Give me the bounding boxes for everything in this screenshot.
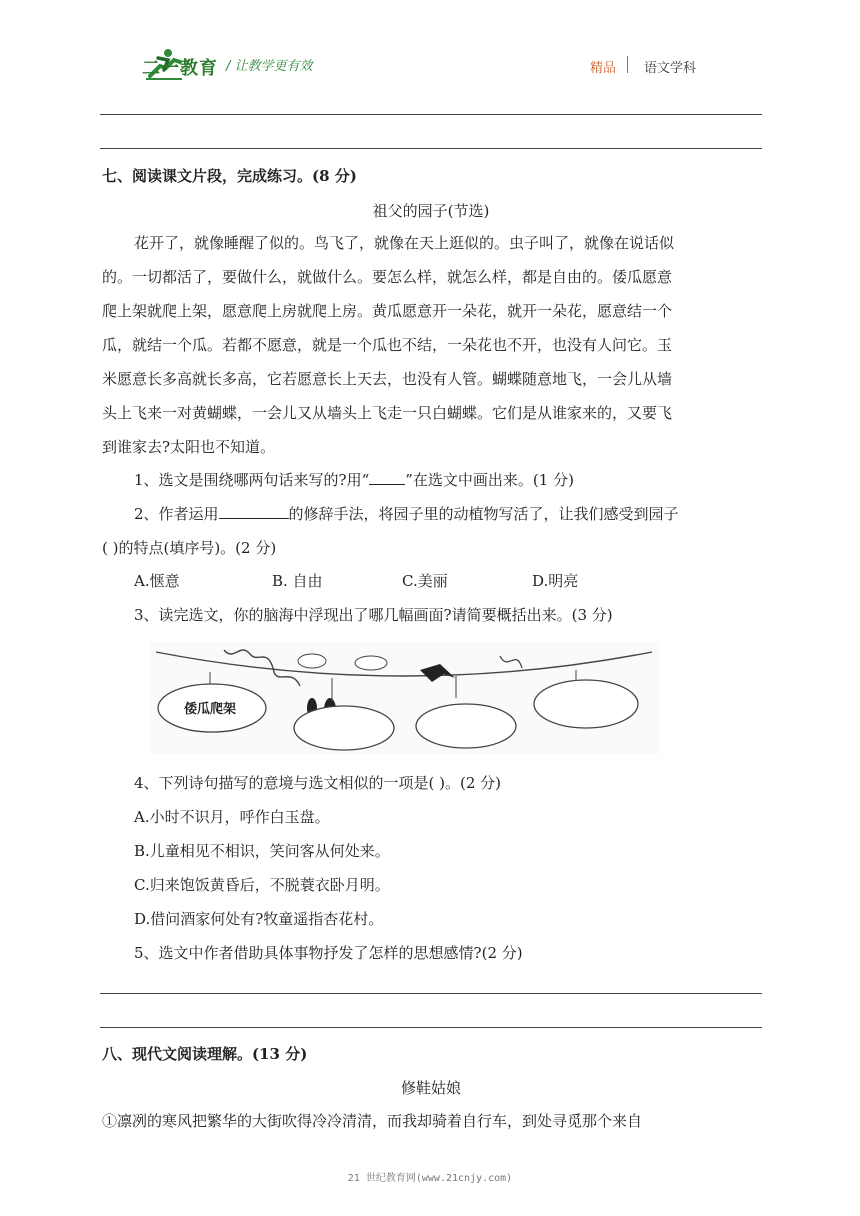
page-footer: 21 世纪教育网(www.21cnjy.com) bbox=[347, 1173, 513, 1184]
brand-logo-text: 二一教育 bbox=[142, 58, 218, 79]
section-divider bbox=[100, 1027, 762, 1028]
brand-slogan: / 让教学更有效 bbox=[226, 59, 313, 74]
q2-line2: ( )的特点(填序号)。(2 分) bbox=[102, 539, 277, 557]
question-4: 4、下列诗句描写的意境与选文相似的一项是( )。(2 分) bbox=[134, 774, 502, 792]
q2-option-b: B. 自由 bbox=[272, 572, 323, 590]
q4-option-c: C.归来饱饭黄昏后，不脱蓑衣卧月明。 bbox=[134, 876, 390, 894]
header-rule bbox=[100, 114, 762, 115]
q1-underline-blank[interactable] bbox=[369, 472, 405, 485]
q4-option-a: A.小时不识月，呼作白玉盘。 bbox=[134, 808, 330, 826]
q2-text-pre: 2、作者运用 bbox=[134, 505, 219, 523]
passage-line: 到谁家去?太阳也不知道。 bbox=[102, 438, 276, 456]
question-5: 5、选文中作者借助具体事物抒发了怎样的思想感情?(2 分) bbox=[134, 944, 523, 962]
q2-text-post: 的修辞手法，将园子里的动植物写活了，让我们感受到园子 bbox=[288, 505, 679, 523]
q4-option-b: B.儿童相见不相识，笑问客从何处来。 bbox=[134, 842, 390, 860]
passage-line: 花开了，就像睡醒了似的。鸟飞了，就像在天上逛似的。虫子叫了，就像在说话似 bbox=[134, 234, 675, 252]
scene-bubble bbox=[294, 706, 394, 750]
section-divider bbox=[100, 148, 762, 149]
passage-line: 头上飞来一对黄蝴蝶，一会儿又从墙头上飞走一只白蝴蝶。它们是从谁家来的，又要飞 bbox=[102, 404, 673, 422]
q2-option-d: D.明亮 bbox=[532, 572, 579, 590]
question-3: 3、读完选文，你的脑海中浮现出了哪几幅画面?请简要概括出来。(3 分) bbox=[134, 606, 613, 624]
garden-scenes-figure bbox=[150, 642, 660, 754]
section7-title: 七、阅读课文片段，完成练习。(8 分) bbox=[102, 167, 357, 185]
section8-title: 八、现代文阅读理解。(13 分) bbox=[102, 1045, 308, 1063]
section8-passage-title: 修鞋姑娘 bbox=[400, 1079, 461, 1097]
passage-line: 的。一切都活了，要做什么，就做什么。要怎么样，就怎么样，都是自由的。倭瓜愿意 bbox=[102, 268, 673, 286]
section-divider bbox=[100, 993, 762, 994]
question-2 bbox=[134, 504, 679, 524]
q1-text-post: ”在选文中画出来。(1 分) bbox=[405, 471, 574, 489]
q2-option-c: C.美丽 bbox=[402, 572, 448, 590]
passage-line: 瓜，就结一个瓜。若都不愿意，就是一个瓜也不结，一朵花也不开，也没有人问它。玉 bbox=[102, 336, 673, 354]
badge-divider bbox=[627, 56, 628, 73]
question-1 bbox=[134, 470, 574, 490]
section7-passage-title: 祖父的园子(节选) bbox=[372, 202, 490, 220]
q2-option-a: A.惬意 bbox=[134, 572, 180, 590]
quality-badge: 精品 bbox=[590, 61, 617, 76]
q1-text-pre: 1、选文是围绕哪两句话来写的?用“ bbox=[134, 471, 370, 489]
scene-bubble bbox=[416, 704, 516, 748]
passage-line: 爬上架就爬上架，愿意爬上房就爬上房。黄瓜愿意开一朵花，就开一朵花，愿意结一个 bbox=[102, 302, 673, 320]
q4-option-d: D.借问酒家何处有?牧童遥指杏花村。 bbox=[134, 910, 384, 928]
subject-badge: 语文学科 bbox=[644, 61, 697, 76]
passage-line: 米愿意长多高就长多高，它若愿意长上天去，也没有人管。蝴蝶随意地飞，一会儿从墙 bbox=[102, 370, 673, 388]
scene-bubble bbox=[534, 680, 638, 728]
figure-label: 倭瓜爬架 bbox=[184, 702, 237, 717]
section8-first-line: ①凛冽的寒风把繁华的大街吹得冷冷清清，而我却骑着自行车，到处寻觅那个来自 bbox=[102, 1112, 643, 1130]
q2-answer-blank[interactable] bbox=[219, 504, 289, 519]
